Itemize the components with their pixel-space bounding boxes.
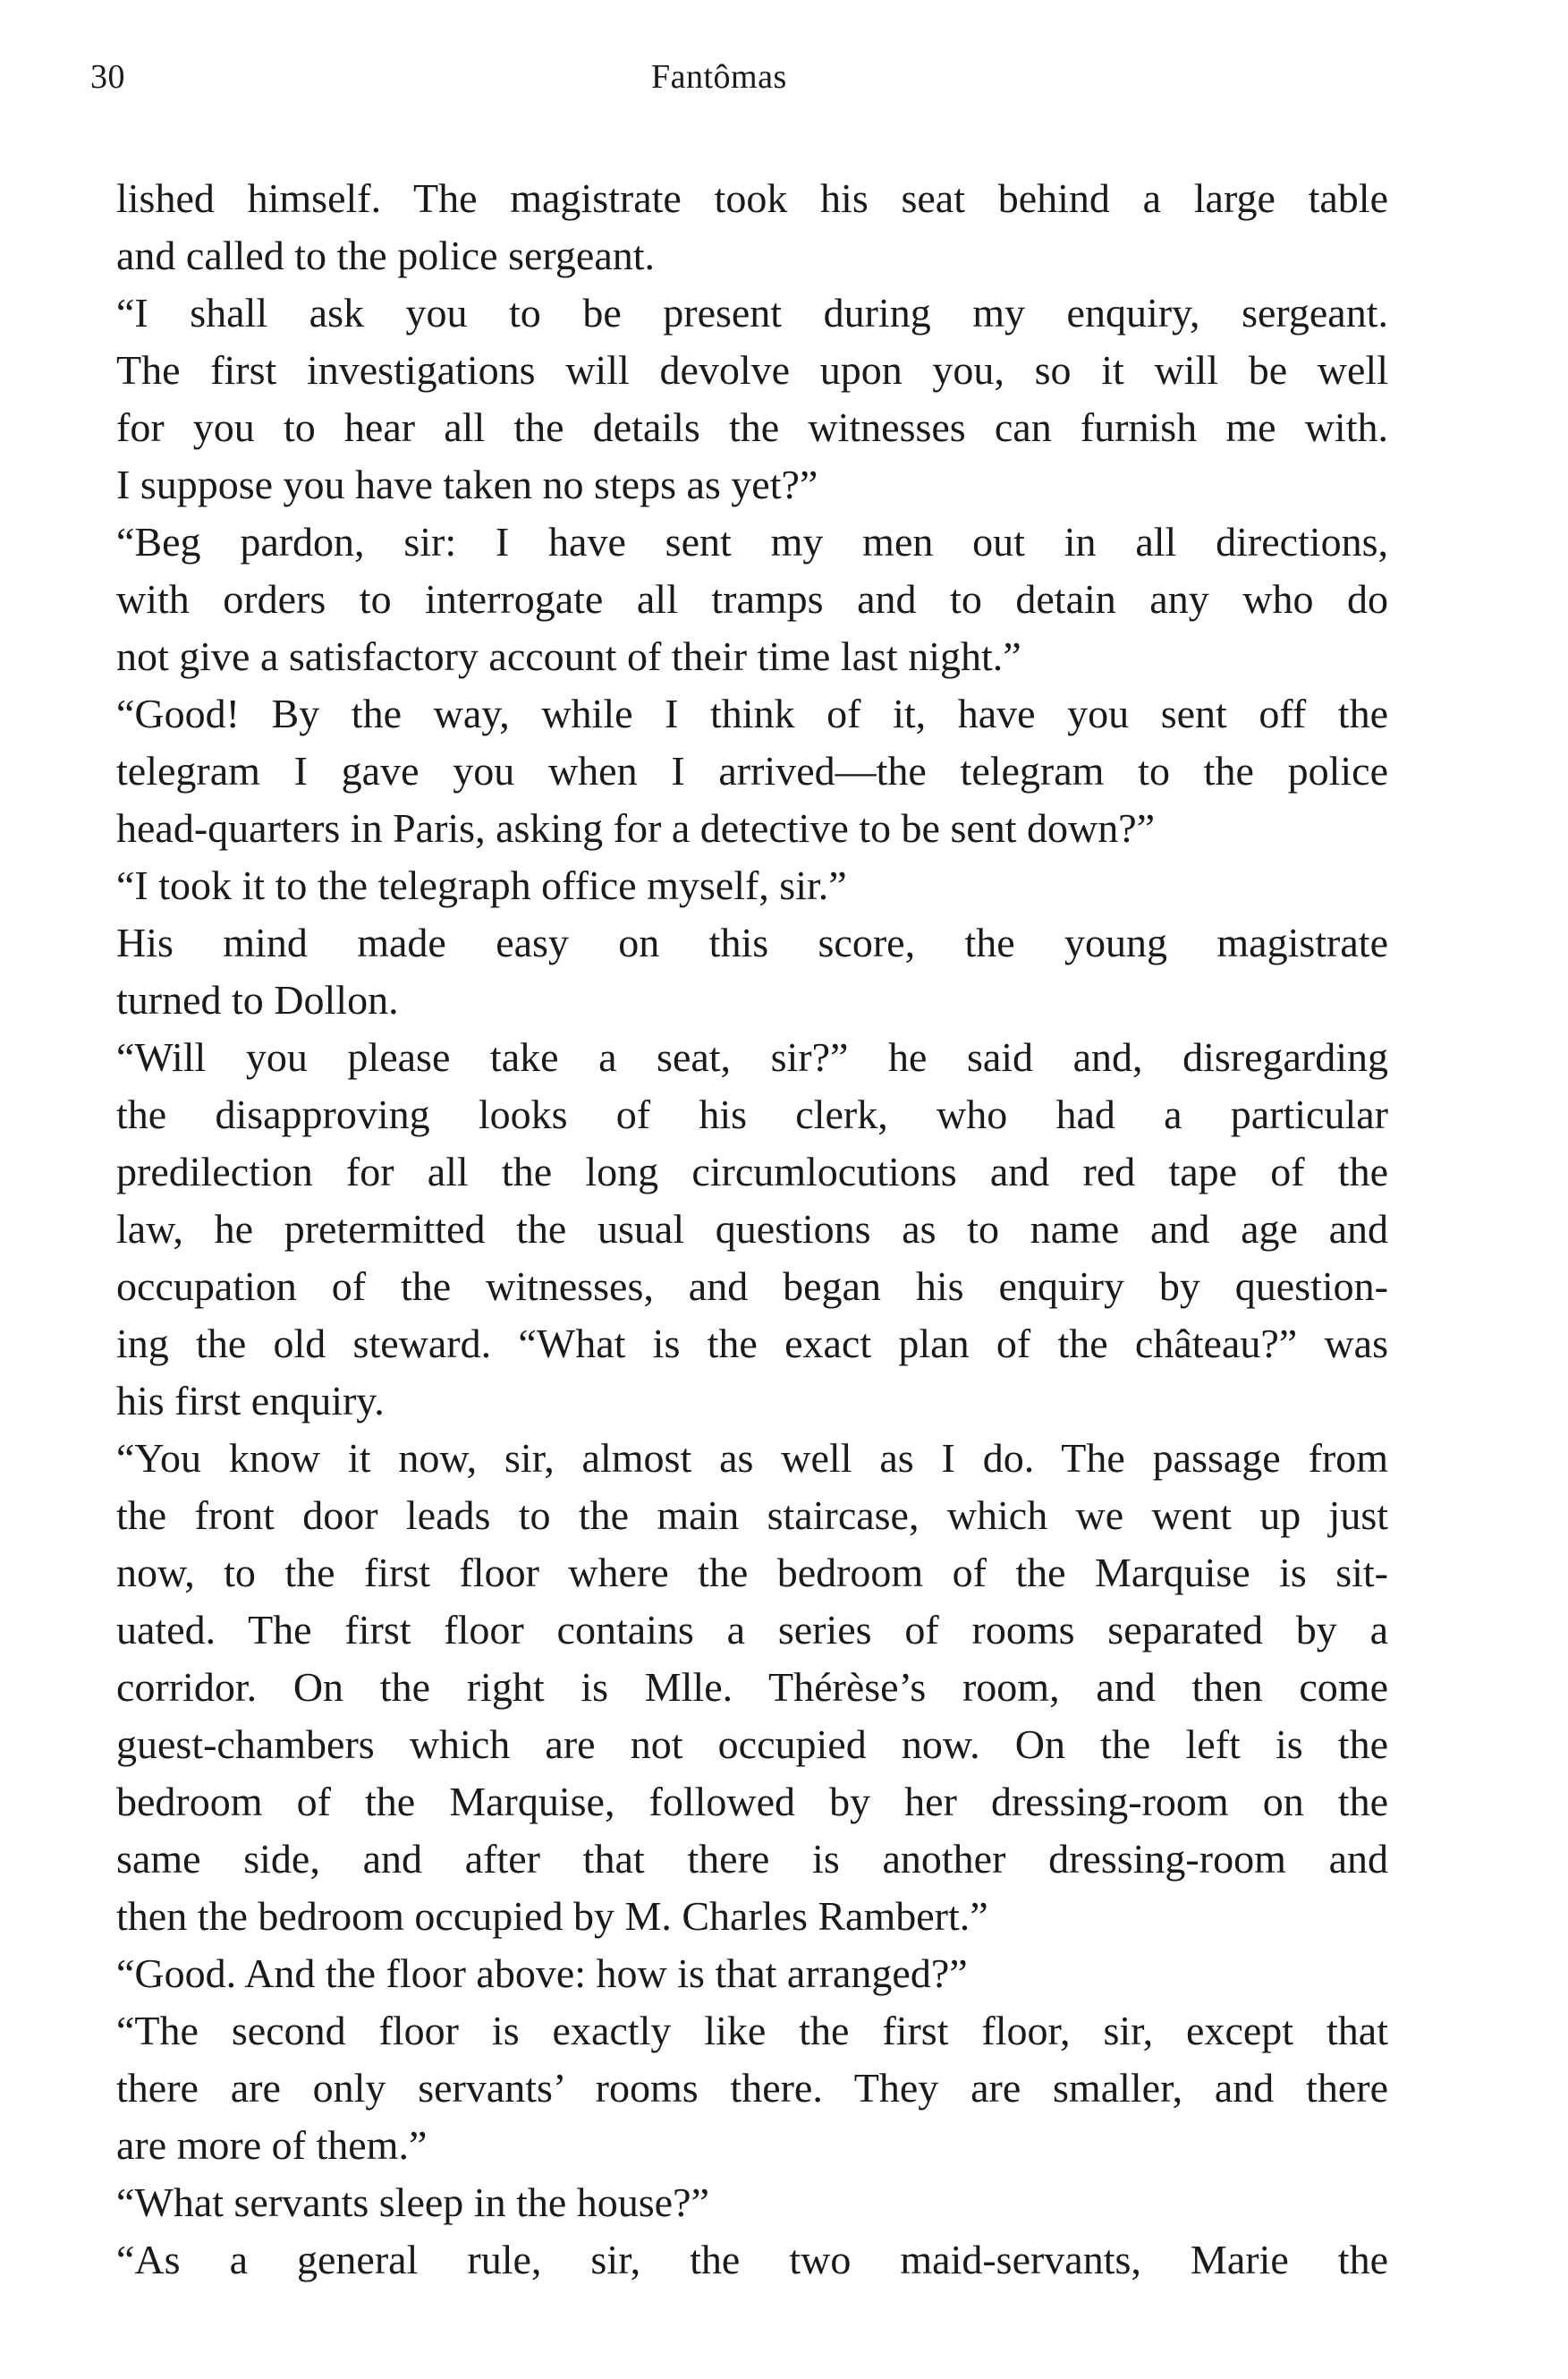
- text-line: “I shall ask you to be present during my enquiry, sergeant.: [116, 290, 1388, 336]
- text-line: with orders to interrogate all tramps and to detain any who do: [116, 576, 1388, 622]
- text-line: “I took it to the telegraph office myself, sir.”: [116, 862, 847, 908]
- text-line: corridor. On the right is Mlle. Thérèse’s room, and then come: [116, 1664, 1388, 1710]
- text-line: His mind made easy on this score, the young magistrate: [116, 920, 1388, 965]
- text-line: the front door leads to the main staircase, which we went up just: [116, 1492, 1388, 1538]
- text-line: bedroom of the Marquise, followed by her dressing-room on the: [116, 1779, 1388, 1824]
- text-line: “What servants sleep in the house?”: [116, 2179, 709, 2225]
- text-line: predilection for all the long circumlocutions and red tape of the: [116, 1149, 1388, 1194]
- text-line: I suppose you have taken no steps as yet?”: [116, 462, 818, 507]
- text-line: head-quarters in Paris, asking for a detective to be sent down?”: [116, 805, 1156, 851]
- text-line: not give a satisfactory account of their time last night.”: [116, 633, 1021, 679]
- text-line: “Good! By the way, while I think of it, have you sent off the: [116, 691, 1388, 736]
- text-line: “Good. And the floor above: how is that arranged?”: [116, 1950, 968, 1996]
- text-line: ing the old steward. “What is the exact plan of the château?” was: [116, 1321, 1388, 1366]
- text-line: are more of them.”: [116, 2122, 428, 2168]
- book-title: Fantômas: [651, 58, 787, 96]
- text-line: “Will you please take a seat, sir?” he said and, disregarding: [116, 1034, 1388, 1080]
- text-line: and called to the police sergeant.: [116, 233, 656, 278]
- text-line: his first enquiry.: [116, 1378, 385, 1423]
- text-line: now, to the first floor where the bedroom of the Marquise is sit-: [116, 1550, 1388, 1595]
- text-line: for you to hear all the details the witnesses can furnish me with.: [116, 404, 1388, 450]
- text-line: “The second floor is exactly like the first floor, sir, except that: [116, 2008, 1388, 2053]
- text-line: telegram I gave you when I arrived—the telegram to the police: [116, 748, 1388, 794]
- text-line: lished himself. The magistrate took his seat behind a large table: [116, 175, 1388, 221]
- text-line: law, he pretermitted the usual questions as to name and age and: [116, 1206, 1388, 1252]
- text-line: there are only servants’ rooms there. They are smaller, and there: [116, 2065, 1388, 2111]
- page-number: 30: [90, 58, 125, 96]
- text-line: “You know it now, sir, almost as well as I do. The passage from: [116, 1435, 1388, 1481]
- running-head: [0, 52, 1568, 102]
- text-line: “Beg pardon, sir: I have sent my men out in all directions,: [116, 519, 1388, 565]
- text-line: The first investigations will devolve upon you, so it will be well: [116, 347, 1388, 393]
- text-line: turned to Dollon.: [116, 977, 399, 1023]
- text-line: the disapproving looks of his clerk, who had a particular: [116, 1092, 1388, 1137]
- text-line: occupation of the witnesses, and began his enquiry by question-: [116, 1263, 1388, 1309]
- text-line: then the bedroom occupied by M. Charles Rambert.”: [116, 1893, 988, 1939]
- text-line: guest-chambers which are not occupied now. On the left is the: [116, 1721, 1388, 1767]
- text-line: uated. The first floor contains a series of rooms separated by a: [116, 1607, 1388, 1653]
- body-text: [116, 170, 1388, 2289]
- text-line: “As a general rule, sir, the two maid-servants, Marie the: [116, 2237, 1388, 2282]
- text-line: same side, and after that there is another dressing-room and: [116, 1836, 1388, 1882]
